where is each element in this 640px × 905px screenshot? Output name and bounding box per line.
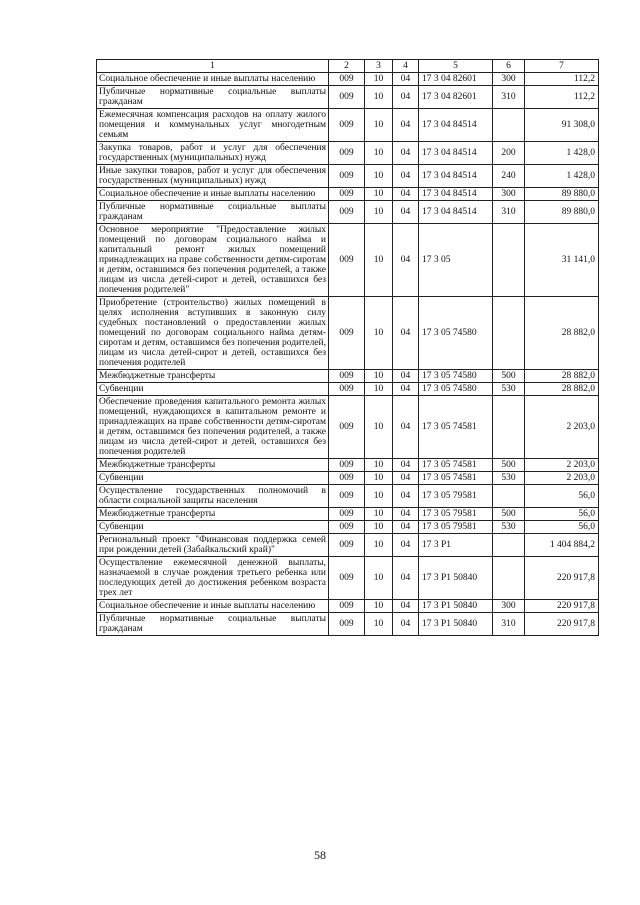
cell-amount: 91 308,0: [525, 109, 599, 142]
table-row: [97, 142, 599, 165]
cell-expense-type: 500: [493, 370, 525, 383]
cell-name: Ежемесячная компенсация расходов на оплату жилого помещения и коммунальных услуг многодетным семьям: [97, 109, 329, 142]
cell-name: Межбюджетные трансферты: [97, 370, 329, 383]
cell-name: Основное мероприятие "Предоставление жилых помещений по договорам социального найма и капитальный ремонт жилых помещений принадлежащих на праве собственности детям-сиротам и детям, оставшимся без попечения родителей, а также лицам из числа детей-сирот и детей, оставшихся без попечения родителей": [97, 224, 329, 297]
cell-name: Обеспечение проведения капитального ремонта жилых помещений, нуждающихся в капитальном ремонте и принадлежащих на праве собственности детям-сиротам и детям, оставшимся без попечения родителей, а также лицам из числа детей-сирот и детей, оставшихся без попечения родителей: [97, 396, 329, 459]
cell-section: 10: [365, 383, 393, 396]
cell-name: Социальное обеспечение и иные выплаты населению: [97, 188, 329, 201]
table-row: [97, 86, 599, 109]
cell-name: Приобретение (строительство) жилых помещений в целях исполнения вступивших в законную силу судебных постановлений о предоставлении жилых помещений по договорам социального найма детям-сиротам и детям, оставшимся без попечения родителей, лицам из числа детей-сирот и детей, оставшихся без попечения родителей: [97, 297, 329, 370]
cell-amount: 1 428,0: [525, 142, 599, 165]
table-row: [97, 201, 599, 224]
cell-subsection: 04: [393, 534, 419, 557]
cell-target-article: 17 3 05: [419, 224, 493, 297]
cell-expense-type: 530: [493, 521, 525, 534]
cell-target-article: 17 3 04 84514: [419, 201, 493, 224]
cell-ministry-code: 009: [329, 224, 365, 297]
cell-subsection: 04: [393, 459, 419, 472]
cell-amount: 112,2: [525, 73, 599, 86]
cell-name: Закупка товаров, работ и услуг для обеспечения государственных (муниципальных) нужд: [97, 142, 329, 165]
cell-amount: 1 404 884,2: [525, 534, 599, 557]
page-number: 58: [314, 848, 326, 862]
table-row: [97, 396, 599, 459]
table-row: [97, 508, 599, 521]
cell-ministry-code: 009: [329, 472, 365, 485]
table-row: [97, 485, 599, 508]
cell-ministry-code: 009: [329, 383, 365, 396]
cell-subsection: 04: [393, 86, 419, 109]
cell-target-article: 17 3 05 74581: [419, 472, 493, 485]
cell-subsection: 04: [393, 600, 419, 613]
cell-amount: 31 141,0: [525, 224, 599, 297]
cell-target-article: 17 3 P1 50840: [419, 613, 493, 636]
cell-target-article: 17 3 P1 50840: [419, 557, 493, 600]
cell-ministry-code: 009: [329, 370, 365, 383]
cell-ministry-code: 009: [329, 297, 365, 370]
cell-amount: 112,2: [525, 86, 599, 109]
cell-section: 10: [365, 485, 393, 508]
cell-expense-type: 300: [493, 73, 525, 86]
table-row: [97, 370, 599, 383]
cell-subsection: 04: [393, 109, 419, 142]
cell-section: 10: [365, 534, 393, 557]
cell-subsection: 04: [393, 508, 419, 521]
table-row: [97, 600, 599, 613]
cell-subsection: 04: [393, 165, 419, 188]
cell-name: Субвенции: [97, 521, 329, 534]
cell-ministry-code: 009: [329, 459, 365, 472]
cell-name: Публичные нормативные социальные выплаты гражданам: [97, 201, 329, 224]
cell-ministry-code: 009: [329, 73, 365, 86]
cell-ministry-code: 009: [329, 86, 365, 109]
cell-section: 10: [365, 521, 393, 534]
cell-section: 10: [365, 600, 393, 613]
cell-ministry-code: 009: [329, 600, 365, 613]
cell-section: 10: [365, 297, 393, 370]
cell-subsection: 04: [393, 297, 419, 370]
cell-subsection: 04: [393, 521, 419, 534]
cell-ministry-code: 009: [329, 109, 365, 142]
cell-amount: 2 203,0: [525, 459, 599, 472]
cell-amount: 1 428,0: [525, 165, 599, 188]
cell-ministry-code: 009: [329, 165, 365, 188]
cell-target-article: 17 3 05 74580: [419, 370, 493, 383]
cell-target-article: 17 3 04 84514: [419, 188, 493, 201]
cell-target-article: 17 3 04 82601: [419, 86, 493, 109]
cell-subsection: 04: [393, 142, 419, 165]
cell-amount: 220 917,8: [525, 613, 599, 636]
cell-subsection: 04: [393, 472, 419, 485]
cell-expense-type: 310: [493, 201, 525, 224]
table-row: [97, 521, 599, 534]
cell-ministry-code: 009: [329, 201, 365, 224]
cell-target-article: 17 3 P1 50840: [419, 600, 493, 613]
cell-amount: 2 203,0: [525, 472, 599, 485]
table-row: [97, 165, 599, 188]
cell-subsection: 04: [393, 485, 419, 508]
cell-section: 10: [365, 370, 393, 383]
cell-target-article: 17 3 04 84514: [419, 109, 493, 142]
cell-expense-type: 240: [493, 165, 525, 188]
cell-target-article: 17 3 05 74580: [419, 383, 493, 396]
cell-target-article: 17 3 04 84514: [419, 142, 493, 165]
cell-expense-type: 500: [493, 508, 525, 521]
cell-subsection: 04: [393, 613, 419, 636]
table-row: [97, 224, 599, 297]
cell-section: 10: [365, 73, 393, 86]
cell-name: Межбюджетные трансферты: [97, 508, 329, 521]
cell-subsection: 04: [393, 73, 419, 86]
cell-section: 10: [365, 86, 393, 109]
cell-ministry-code: 009: [329, 396, 365, 459]
cell-target-article: 17 3 04 84514: [419, 165, 493, 188]
cell-ministry-code: 009: [329, 188, 365, 201]
cell-name: Публичные нормативные социальные выплаты гражданам: [97, 86, 329, 109]
cell-amount: 56,0: [525, 485, 599, 508]
cell-section: 10: [365, 142, 393, 165]
cell-target-article: 17 3 05 74580: [419, 297, 493, 370]
cell-expense-type: 300: [493, 188, 525, 201]
cell-amount: 220 917,8: [525, 600, 599, 613]
cell-amount: 56,0: [525, 508, 599, 521]
cell-name: Межбюджетные трансферты: [97, 459, 329, 472]
cell-subsection: 04: [393, 557, 419, 600]
cell-expense-type: [493, 224, 525, 297]
table-row: [97, 73, 599, 86]
table-row: [97, 109, 599, 142]
cell-expense-type: 310: [493, 86, 525, 109]
cell-section: 10: [365, 472, 393, 485]
cell-expense-type: 500: [493, 459, 525, 472]
cell-target-article: 17 3 05 79581: [419, 485, 493, 508]
table-row: [97, 383, 599, 396]
cell-ministry-code: 009: [329, 508, 365, 521]
cell-amount: 56,0: [525, 521, 599, 534]
cell-expense-type: 200: [493, 142, 525, 165]
cell-subsection: 04: [393, 396, 419, 459]
cell-ministry-code: 009: [329, 613, 365, 636]
cell-expense-type: [493, 109, 525, 142]
table-row: [97, 613, 599, 636]
cell-target-article: 17 3 05 74581: [419, 459, 493, 472]
cell-amount: 220 917,8: [525, 557, 599, 600]
cell-target-article: 17 3 05 79581: [419, 508, 493, 521]
cell-amount: 28 882,0: [525, 383, 599, 396]
cell-section: 10: [365, 459, 393, 472]
cell-target-article: 17 3 04 82601: [419, 73, 493, 86]
column-header: 7: [525, 60, 599, 73]
cell-name: Осуществление ежемесячной денежной выплаты, назначаемой в случае рождения третьего ребенка или последующих детей до достижения ребенком возраста трех лет: [97, 557, 329, 600]
cell-name: Социальное обеспечение и иные выплаты населению: [97, 73, 329, 86]
cell-name: Иные закупки товаров, работ и услуг для обеспечения государственных (муниципальных) нужд: [97, 165, 329, 188]
cell-section: 10: [365, 109, 393, 142]
cell-section: 10: [365, 613, 393, 636]
cell-expense-type: 310: [493, 613, 525, 636]
cell-ministry-code: 009: [329, 521, 365, 534]
cell-expense-type: [493, 396, 525, 459]
cell-expense-type: 530: [493, 383, 525, 396]
cell-ministry-code: 009: [329, 534, 365, 557]
budget-table: [96, 59, 599, 636]
cell-subsection: 04: [393, 201, 419, 224]
cell-name: Публичные нормативные социальные выплаты гражданам: [97, 613, 329, 636]
cell-ministry-code: 009: [329, 142, 365, 165]
cell-section: 10: [365, 508, 393, 521]
cell-section: 10: [365, 396, 393, 459]
column-header: 5: [419, 60, 493, 73]
cell-subsection: 04: [393, 188, 419, 201]
cell-expense-type: [493, 297, 525, 370]
cell-amount: 28 882,0: [525, 297, 599, 370]
table-row: [97, 472, 599, 485]
cell-expense-type: [493, 534, 525, 557]
cell-target-article: 17 3 05 74581: [419, 396, 493, 459]
cell-name: Субвенции: [97, 472, 329, 485]
cell-amount: 89 880,0: [525, 201, 599, 224]
column-header: 2: [329, 60, 365, 73]
table-row: [97, 557, 599, 600]
cell-section: 10: [365, 201, 393, 224]
cell-name: Региональный проект "Финансовая поддержка семей при рождении детей (Забайкальский край)": [97, 534, 329, 557]
cell-target-article: 17 3 P1: [419, 534, 493, 557]
cell-subsection: 04: [393, 383, 419, 396]
table-row: [97, 297, 599, 370]
cell-ministry-code: 009: [329, 485, 365, 508]
cell-section: 10: [365, 165, 393, 188]
cell-section: 10: [365, 224, 393, 297]
cell-section: 10: [365, 557, 393, 600]
cell-name: Социальное обеспечение и иные выплаты населению: [97, 600, 329, 613]
cell-target-article: 17 3 05 79581: [419, 521, 493, 534]
column-header: 1: [97, 60, 329, 73]
cell-expense-type: 530: [493, 472, 525, 485]
table-row: [97, 459, 599, 472]
table-row: [97, 188, 599, 201]
cell-amount: 89 880,0: [525, 188, 599, 201]
column-header: 6: [493, 60, 525, 73]
cell-ministry-code: 009: [329, 557, 365, 600]
cell-section: 10: [365, 188, 393, 201]
cell-expense-type: 300: [493, 600, 525, 613]
cell-amount: 2 203,0: [525, 396, 599, 459]
cell-subsection: 04: [393, 370, 419, 383]
cell-name: Субвенции: [97, 383, 329, 396]
cell-expense-type: [493, 557, 525, 600]
cell-subsection: 04: [393, 224, 419, 297]
column-header: 4: [393, 60, 419, 73]
cell-amount: 28 882,0: [525, 370, 599, 383]
column-header: 3: [365, 60, 393, 73]
cell-name: Осуществление государственных полномочий в области социальной защиты населения: [97, 485, 329, 508]
cell-expense-type: [493, 485, 525, 508]
table-row: [97, 534, 599, 557]
header-row: [97, 60, 599, 73]
